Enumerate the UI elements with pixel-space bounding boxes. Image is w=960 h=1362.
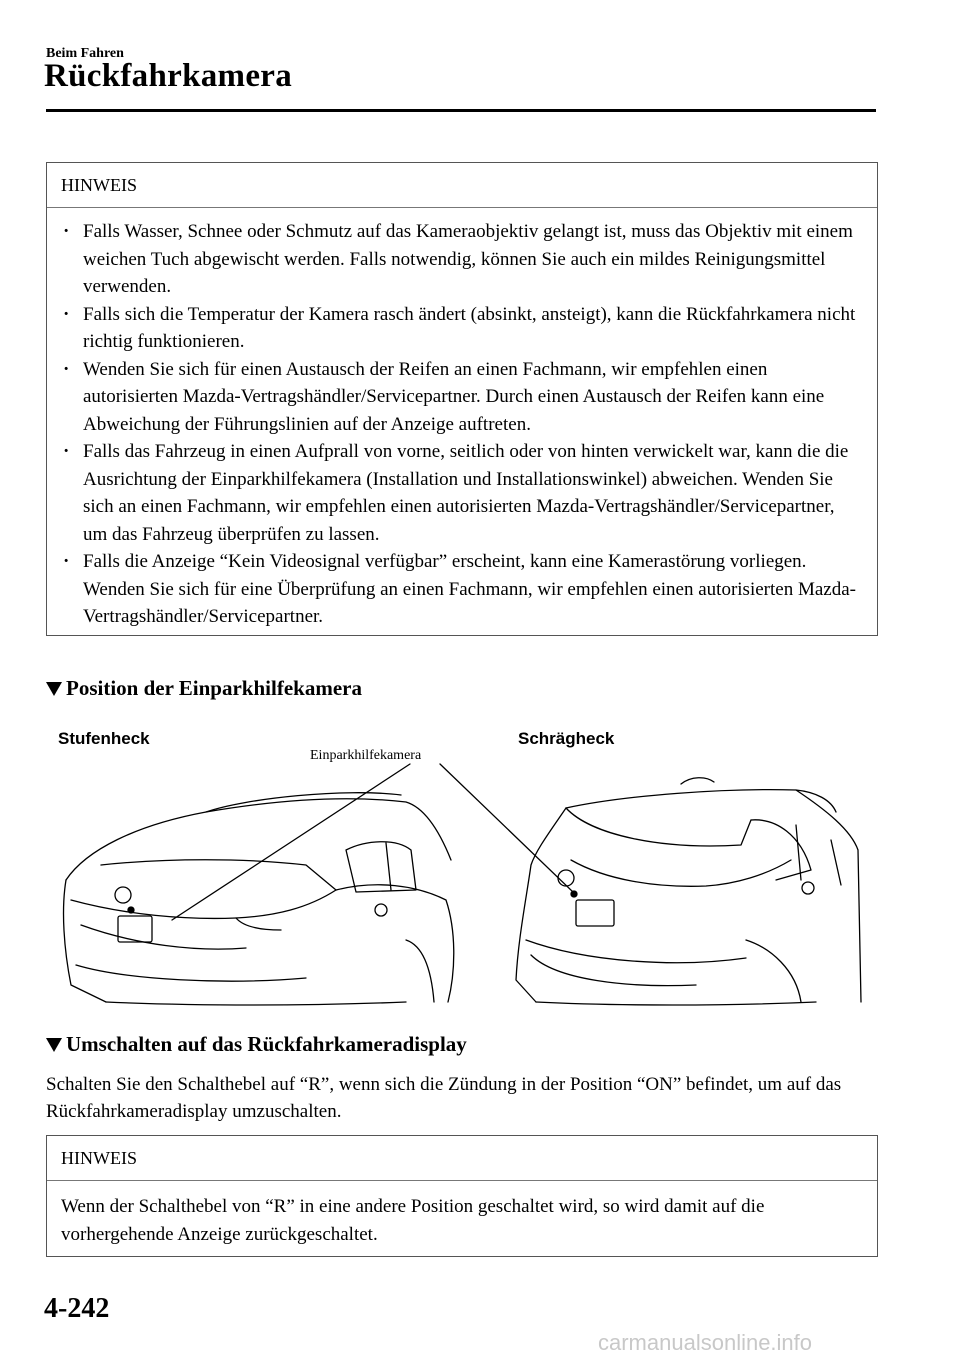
note-body — [47, 208, 877, 631]
camera-position-diagram — [46, 740, 866, 1010]
sedan-illustration — [64, 793, 454, 1005]
note-box — [46, 162, 878, 636]
subheading-position-text: Position der Einparkhilfekamera — [66, 676, 362, 700]
subheading-switch-text: Umschalten auf das Rückfahrkameradisplay — [66, 1032, 467, 1056]
note-item: · Falls Wasser, Schnee oder Schmutz auf das Kameraobjektiv gelangt ist, muss das Objektiv mit einem weichen Tuch abgewischt werden. Falls notwendig, können Sie auch ein mildes Reinigungsmittel verwenden. — [61, 218, 863, 301]
label-camera: Einparkhilfekamera — [310, 748, 422, 763]
note-item: · Falls die Anzeige “Kein Videosignal verfügbar” erscheint, kann eine Kamerastörung vorliegen. Wenden Sie sich für eine Überprüfung an einen Fachmann, wir empfehlen einen autorisierten Mazda-Vertragshändler/Servicepartner. — [61, 548, 863, 631]
note-heading: HINWEIS — [47, 163, 877, 208]
section-label: Beim Fahren — [46, 46, 124, 61]
switch-paragraph: Schalten Sie den Schalthebel auf “R”, wenn sich die Zündung in der Position “ON” befindet, um auf das Rückfahrkameradisplay umzuschalten. — [46, 1074, 842, 1122]
triangle-down-icon — [46, 1038, 62, 1052]
subheading-switch — [46, 1032, 467, 1057]
hatchback-illustration — [516, 778, 861, 1005]
note-body: Wenn der Schalthebel von “R” in eine andere Position geschaltet wird, so wird damit auf die vorhergehende Anzeige zurückgeschaltet. — [61, 1196, 765, 1245]
note-box — [46, 1135, 878, 1257]
subheading-position — [46, 676, 362, 701]
title-rule — [46, 109, 876, 112]
note-heading: HINWEIS — [47, 1136, 877, 1181]
note-item: · Wenden Sie sich für einen Austausch der Reifen an einen Fachmann, wir empfehlen einen autorisierten Mazda-Vertragshändler/Servicepartner. Durch einen Austausch der Reifen kann eine Abweichung der Führungslinien auf der Anzeige auftreten. — [61, 356, 863, 439]
label-hatchback: Schrägheck — [518, 729, 615, 748]
page-title: Rückfahrkamera — [44, 58, 293, 94]
note-item: · Falls sich die Temperatur der Kamera rasch ändert (absinkt, ansteigt), kann die Rückfahrkamera nicht richtig funktionieren. — [61, 301, 863, 356]
note-item: · Falls das Fahrzeug in einen Aufprall von vorne, seitlich oder von hinten verwickelt war, kann die die Ausrichtung der Einparkhilfekamera (Installation und Installationswinkel) abweichen. Wenden Sie sich an einen Fachmann, wir empfehlen einen autorisierten Mazda-Vertragshändler/Servicepartner, um das Fahrzeug überprüfen zu lassen. — [61, 438, 863, 548]
page-number: 4-242 — [44, 1293, 110, 1324]
triangle-down-icon — [46, 682, 62, 696]
footer-watermark: carmanualsonline.info — [598, 1330, 813, 1355]
label-sedan: Stufenheck — [58, 729, 150, 748]
